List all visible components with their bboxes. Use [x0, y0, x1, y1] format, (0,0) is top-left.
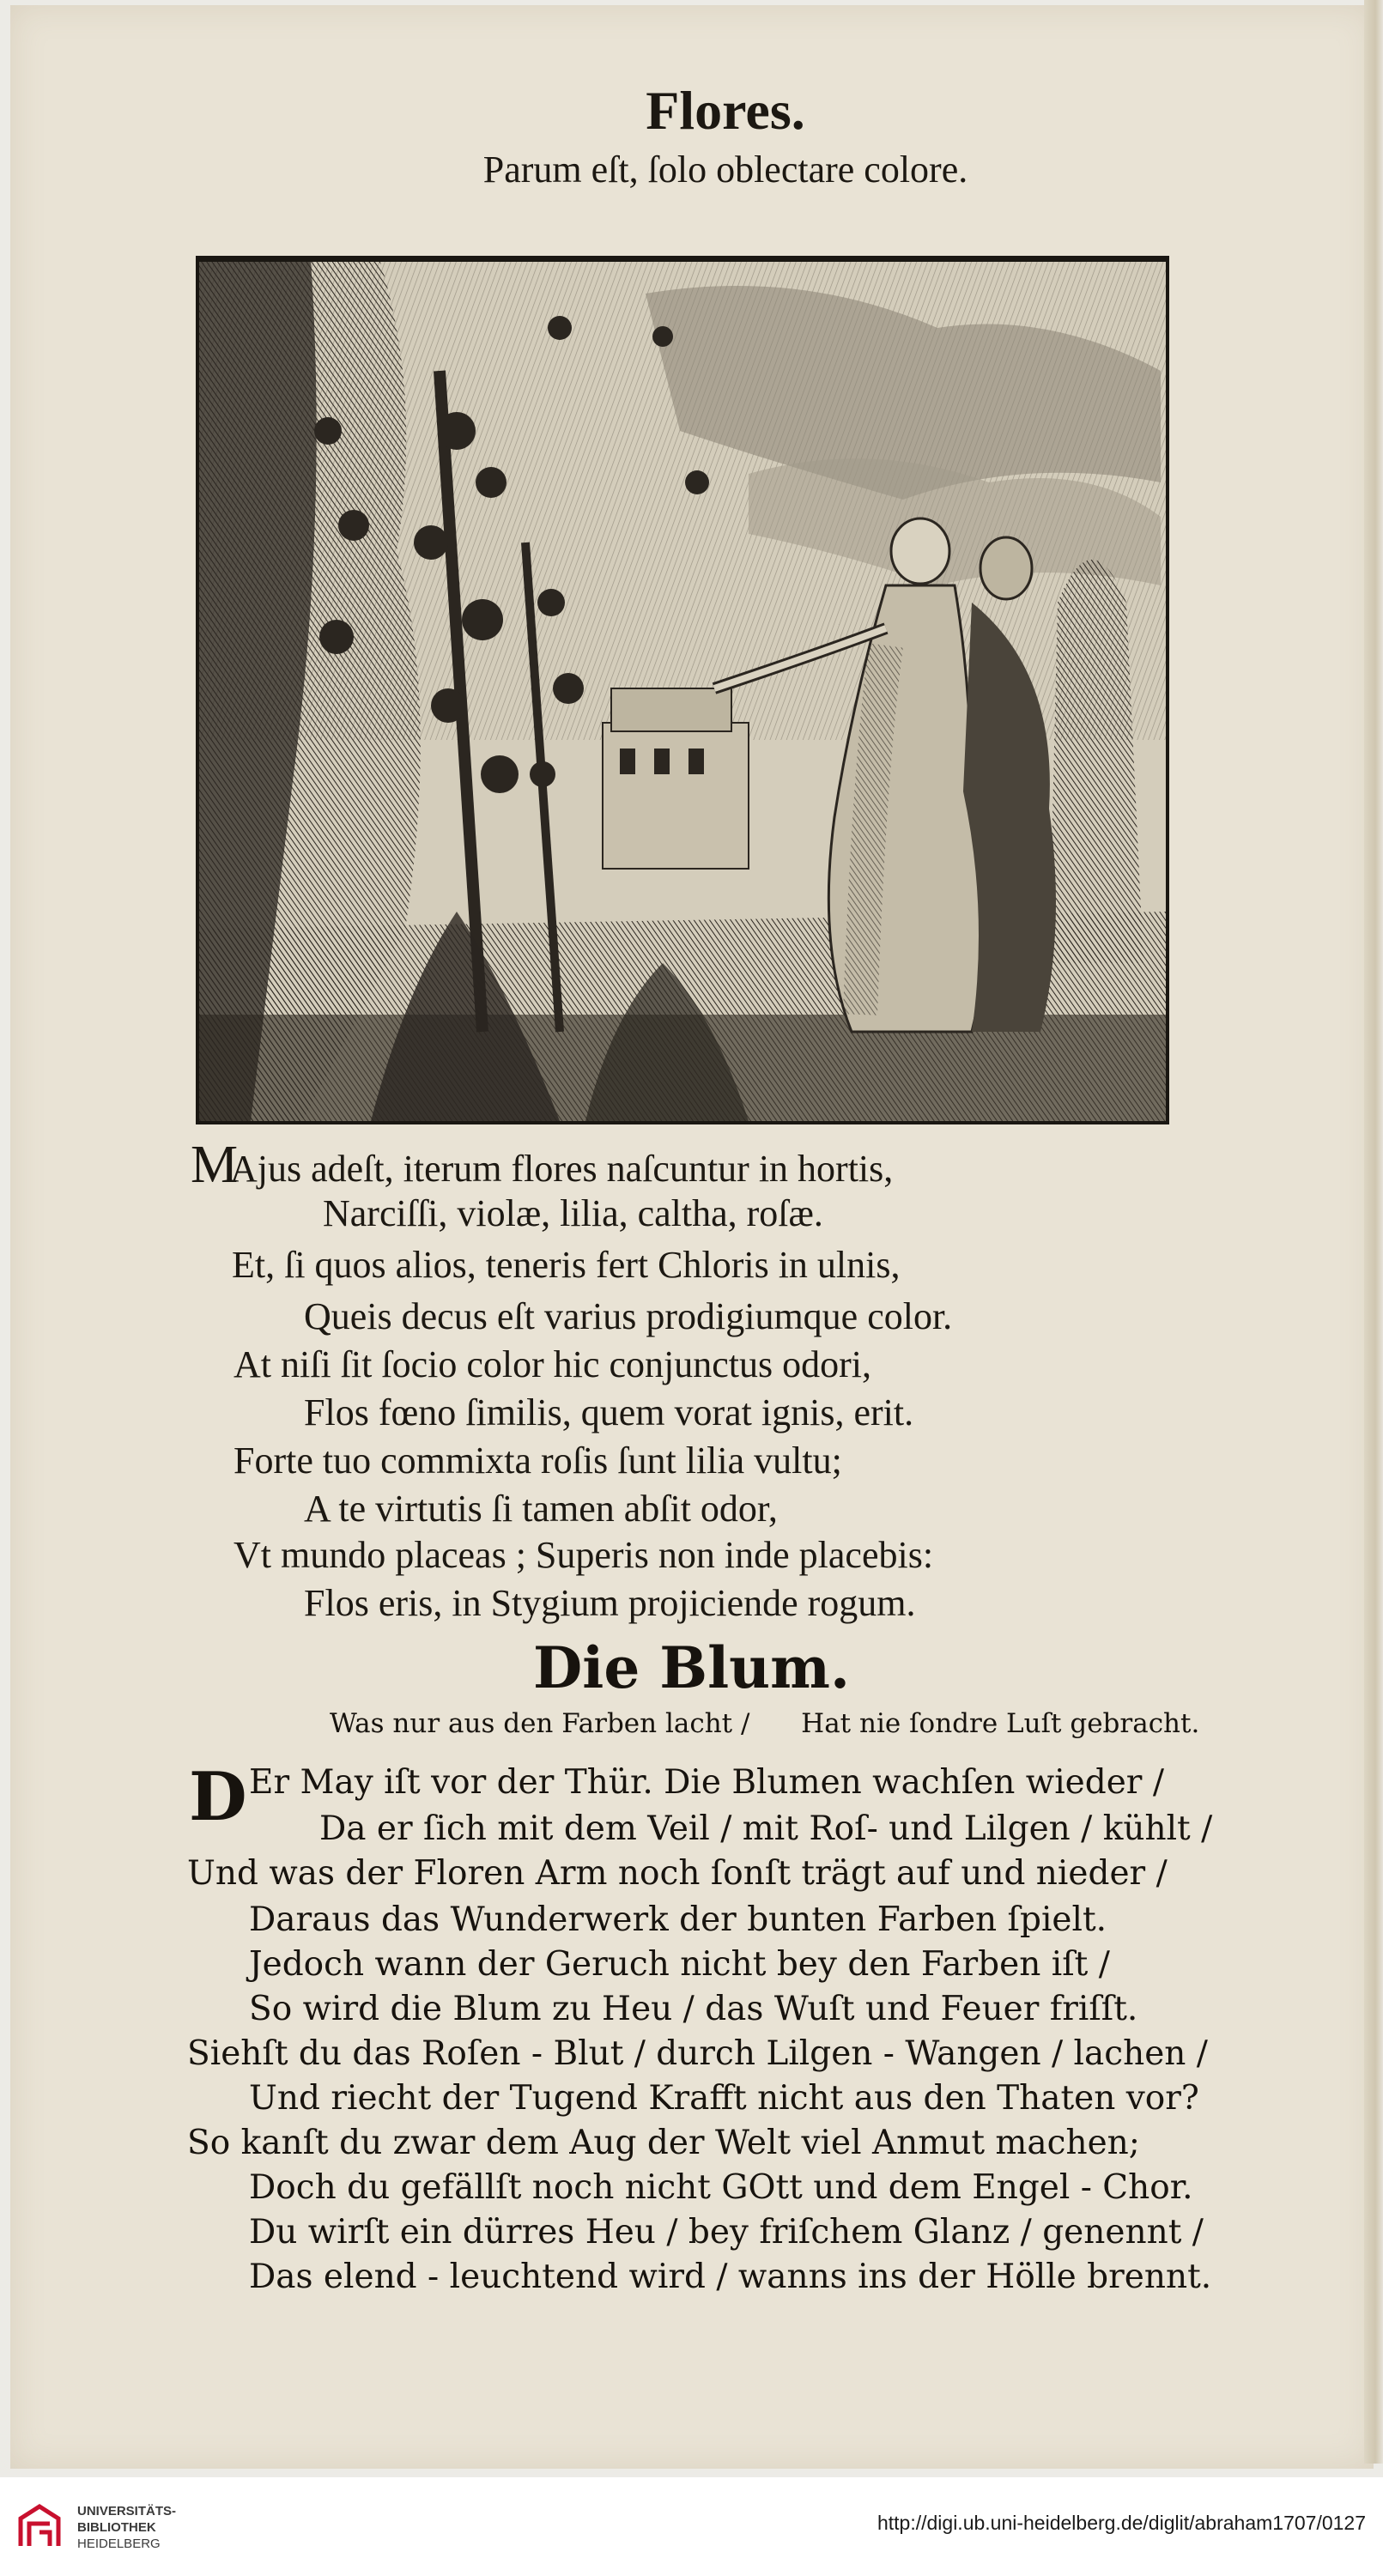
german-motto-left: Was nur aus den Farben lacht /	[330, 1708, 750, 1739]
latin-drop-capital: M	[191, 1136, 239, 1194]
german-line-10: Doch du gefällſt noch nicht GOtt und dem Engel - Chor.	[249, 2168, 1193, 2207]
german-line-1: Er May iſt vor der Thür. Die Blumen wachſen wieder /	[249, 1763, 1164, 1802]
german-line-4: Daraus das Wunderwerk der bunten Farben ſpielt.	[249, 1900, 1107, 1939]
engraving-garden-scene	[199, 259, 1166, 1121]
university-library-logo-icon[interactable]	[15, 2503, 64, 2551]
latin-line-2: Narciſſi, violæ, lilia, caltha, roſæ.	[323, 1192, 823, 1234]
latin-line-6: Flos fœno ſimilis, quem vorat ignis, erit.	[304, 1391, 914, 1433]
latin-line-1: Ajus adeſt, iterum flores naſcuntur in hortis,	[230, 1148, 894, 1190]
german-line-3: Und was der Floren Arm noch ſonſt trägt auf und nieder /	[187, 1854, 1168, 1893]
german-line-8: Und riecht der Tugend Krafft nicht aus den Thaten vor?	[249, 2079, 1199, 2118]
viewer-footer	[0, 2477, 1383, 2576]
logo-line-1: UNIVERSITÄTS-	[77, 2504, 177, 2518]
german-title: Die Blum.	[533, 1634, 850, 1701]
german-line-12: Das elend - leuchtend wird / wanns ins der Hölle brennt.	[249, 2258, 1212, 2296]
engraving-illustration	[196, 256, 1169, 1124]
german-line-5: Jedoch wann der Geruch nicht bey den Farben iſt /	[249, 1945, 1110, 1984]
german-motto	[330, 1708, 1199, 1739]
emblem-motto: Parum eſt, ſolo oblectare colore.	[482, 148, 968, 191]
emblem-title: Flores.	[646, 80, 805, 141]
source-url-link[interactable]: http://digi.ub.uni-heidelberg.de/diglit/abraham1707/0127	[877, 2512, 1366, 2534]
german-line-6: So wird die Blum zu Heu / das Wuſt und Feuer friſſt.	[249, 1990, 1138, 2028]
latin-line-5: At niſi ſit ſocio color hic conjunctus odori,	[234, 1343, 871, 1385]
german-line-9: So kanſt du zwar dem Aug der Welt viel Anmut machen;	[187, 2124, 1140, 2162]
latin-line-4: Queis decus eſt varius prodigiumque color.	[304, 1295, 953, 1337]
german-line-11: Du wirſt ein dürres Heu / bey friſchem Glanz / genennt /	[249, 2213, 1204, 2252]
university-library-name[interactable]	[77, 2503, 176, 2552]
latin-line-3: Et, ſi quos alios, teneris fert Chloris in ulnis,	[232, 1244, 901, 1286]
logo-line-2: BIBLIOTHEK	[77, 2520, 156, 2535]
latin-line-9: Vt mundo placeas ; Superis non inde placebis:	[234, 1534, 934, 1576]
latin-line-7: Forte tuo commixta roſis ſunt lilia vultu;	[234, 1440, 842, 1482]
german-line-7: Siehſt du das Roſen - Blut / durch Lilgen - Wangen / lachen /	[187, 2034, 1208, 2073]
german-motto-right: Hat nie ſondre Luſt gebracht.	[801, 1708, 1200, 1739]
page-edge	[1364, 0, 1383, 2464]
logo-line-3: HEIDELBERG	[77, 2537, 161, 2551]
latin-line-10: Flos eris, in Stygium projiciende rogum.	[304, 1582, 916, 1624]
german-line-2: Da er ſich mit dem Veil / mit Roſ- und Lilgen / kühlt /	[319, 1809, 1213, 1848]
german-drop-capital: D	[189, 1758, 247, 1836]
latin-line-8: A te virtutis ſi tamen abſit odor,	[304, 1488, 778, 1530]
